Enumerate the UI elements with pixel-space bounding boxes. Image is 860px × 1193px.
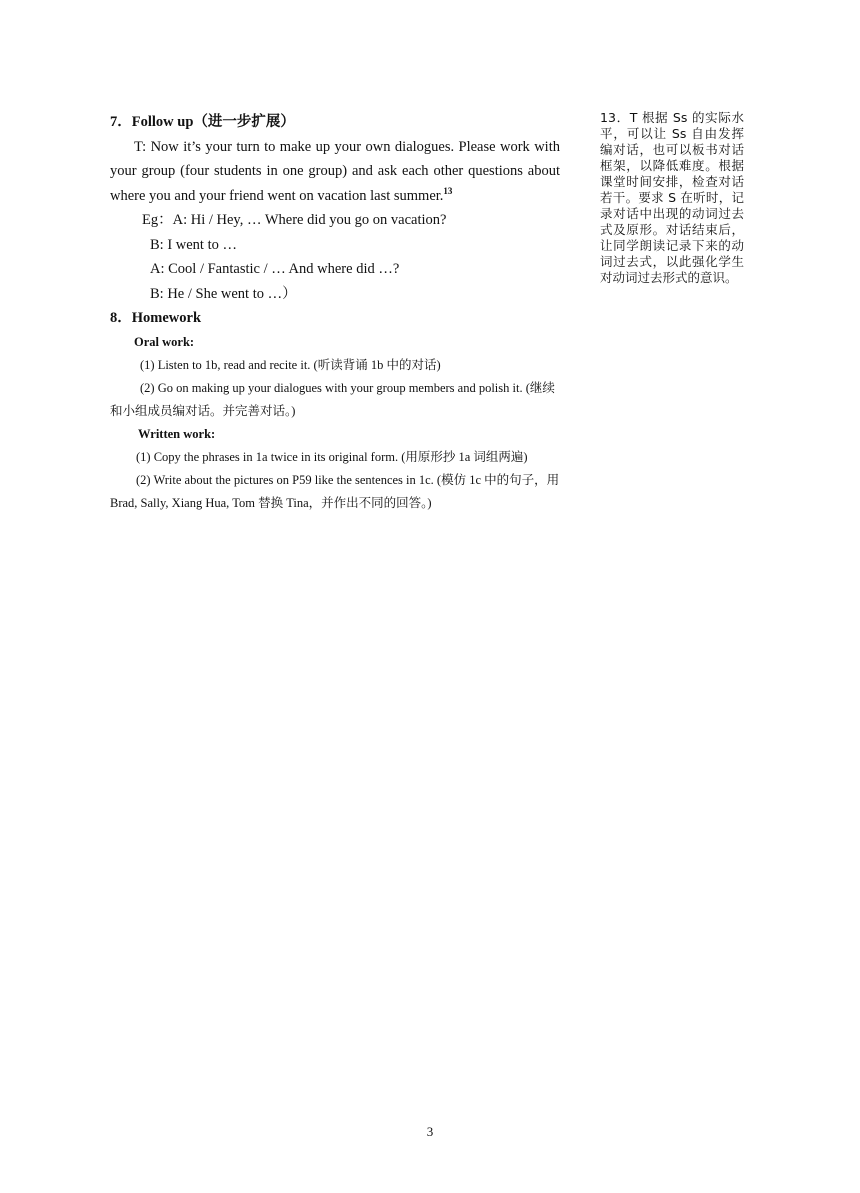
footnote-13-marker: 13 bbox=[443, 185, 453, 196]
written-work-title: Written work: bbox=[138, 426, 216, 441]
section-7-paragraph bbox=[110, 135, 560, 209]
oral-item-1: (1) Listen to 1b, read and recite it. (听读背诵 1b 中的对话) bbox=[140, 357, 441, 372]
example-line-2: B: I went to … bbox=[150, 236, 237, 253]
example-line-3: A: Cool / Fantastic / … And where did …? bbox=[150, 261, 400, 277]
page-number: 3 bbox=[426, 1124, 434, 1139]
example-line-4: B: He / She went to …） bbox=[150, 285, 297, 302]
written-item-1: (1) Copy the phrases in 1a twice in its original form. (用原形抄 1a 词组两遍) bbox=[136, 449, 528, 464]
example-line-1 bbox=[110, 208, 560, 233]
example-prefix: Eg： bbox=[142, 212, 173, 228]
homework-block bbox=[110, 331, 560, 515]
section-7-heading: 7．Follow up（进一步扩展） bbox=[110, 114, 295, 130]
dialogue-line: A: Hi / Hey, … Where did you go on vacation? bbox=[172, 212, 447, 228]
written-item-2: (2) Write about the pictures on P59 like the sentences in 1c. (模仿 1c 中的句子，用 Brad, Sally, Xiang Hua, Tom 替换 Tina，并作出不同的回答。) bbox=[110, 472, 560, 510]
section-8-heading: 8．Homework bbox=[110, 310, 202, 326]
oral-work-title: Oral work: bbox=[134, 334, 195, 349]
teacher-instruction: T: Now it’s your turn to make up your own dialogues. Please work with your group (four students in one group) and ask each other questions about where you and your friend went on vacation last summer. bbox=[110, 138, 560, 204]
side-note-13: 13．T 根据 Ss 的实际水平，可以让 Ss 自由发挥编对话，也可以板书对话框架，以降低难度。根据课堂时间安排，检查对话若干。要求 S 在听时，记录对话中出现的动词过去式及原形。对话结束后，让同学朗读记录下来的动词过去式，以此强化学生对动词过去形式的意识。 bbox=[600, 110, 744, 285]
oral-item-2: (2) Go on making up your dialogues with your group members and polish it. (继续和小组成员编对话。并完善对话。) bbox=[110, 380, 555, 418]
main-column bbox=[110, 110, 560, 515]
